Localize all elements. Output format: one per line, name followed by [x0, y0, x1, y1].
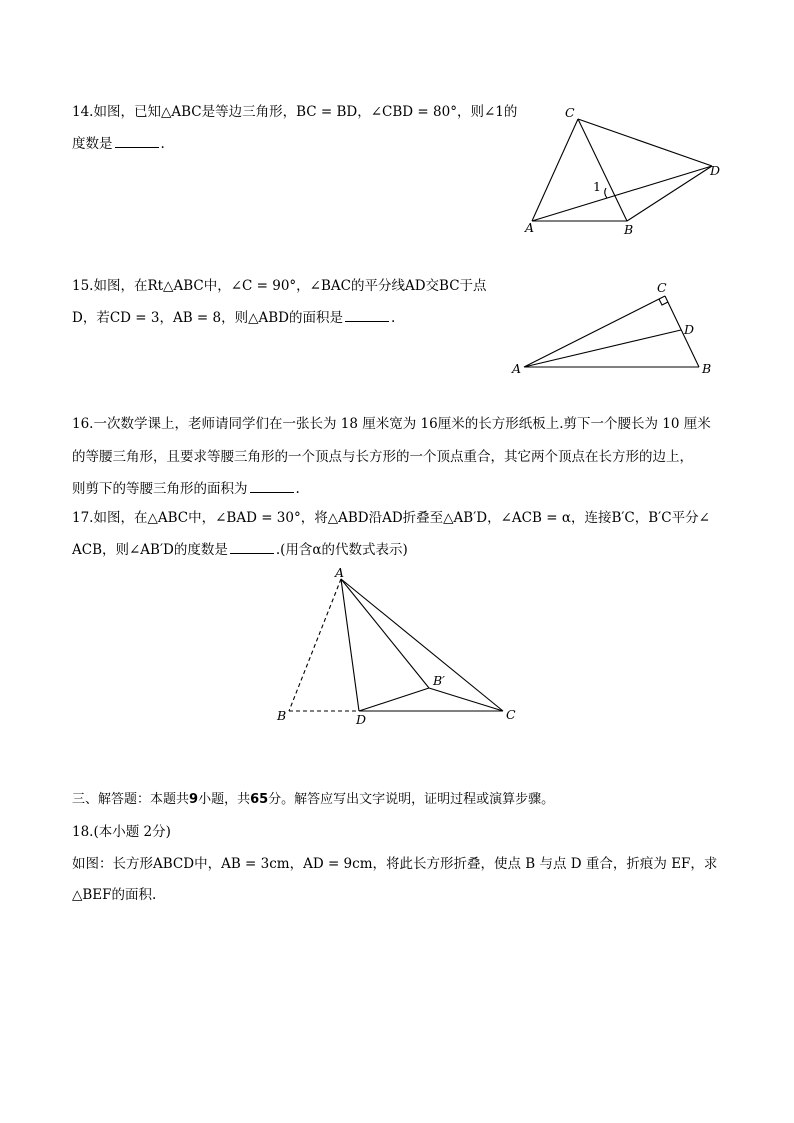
q14-label-c: C: [565, 105, 575, 120]
q16-text-line2: 的等腰三角形，且要求等腰三角形的一个顶点与长方形的一个顶点重合，其它两个顶点在长方形的边上，: [72, 449, 693, 465]
q14-label-b: B: [624, 222, 634, 237]
q18-text-line1: 如图：长方形ABCD中，AB = 3cm，AD = 9cm，将此长方形折叠，使点 B 与点 D 重合，折痕为 EF，求: [72, 856, 718, 872]
section3-count: 9: [189, 792, 199, 807]
section3-score: 65: [250, 792, 269, 807]
q14-label-d: D: [710, 163, 721, 178]
q18-title: 18.(本小题 2分): [72, 824, 171, 840]
q14-label-a: A: [525, 220, 535, 235]
q17-text-line1: 17.如图，在△ABC中，∠BAD = 30°，将△ABD沿AD折叠至△AB′D，∠ACB = α，连接B′C，B′C平分∠: [72, 510, 710, 526]
q17-edge-bpc: [429, 688, 503, 711]
q17-text-line2-post: .(用含α的代数式表示): [275, 542, 408, 558]
section3-mid: 小题，共: [198, 792, 251, 807]
section3-header: [72, 791, 554, 809]
q17-edge-abp: [341, 579, 429, 688]
q15-text-line2-pre: D，若CD = 3，AB = 8，则△ABD的面积是: [72, 310, 343, 326]
q16-text-line1: 16.一次数学课上，老师请同学们在一张长为 18 厘米宽为 16厘米的长方形纸板上.剪下一个腰长为 10 厘米: [72, 416, 711, 432]
q15-text-line2-post: .: [391, 310, 396, 326]
q14-text-line2-post: .: [160, 136, 165, 152]
q15-label-a: A: [512, 361, 522, 376]
q17-label-b: B: [277, 708, 287, 723]
q17-label-c: C: [506, 707, 516, 722]
q18-text-line2: △BEF的面积.: [72, 887, 157, 903]
q17-text-line2-pre: ACB，则∠AB′D的度数是: [72, 542, 228, 558]
section3-suffix: 分。解答应写出文字说明，证明过程或演算步骤。: [268, 792, 555, 807]
q17-edge-ab-dashed: [289, 579, 341, 711]
q15-text-line1: 15.如图，在Rt△ABC中，∠C = 90°，∠BAC的平分线AD交BC于点: [72, 278, 487, 294]
q17-edge-ac: [341, 579, 503, 711]
q14-text-line2-pre: 度数是: [72, 136, 113, 152]
q14-label-angle-1: 1: [593, 179, 601, 194]
q17-edge-bpd: [359, 688, 429, 711]
section3-prefix: 三、解答题：本题共: [72, 792, 190, 807]
q14-text-line1: 14.如图，已知△ABC是等边三角形，BC = BD，∠CBD = 80°，则∠1的: [72, 104, 518, 120]
q17-label-d: D: [356, 712, 367, 727]
q17-label-a: A: [335, 565, 345, 580]
q16-text-line3-pre: 则剪下的等腰三角形的面积为: [72, 481, 248, 497]
q15-label-c: C: [657, 280, 667, 295]
q16-text-line3-post: .: [295, 481, 300, 497]
q15-label-b: B: [702, 361, 712, 376]
q15-label-d: D: [684, 322, 695, 337]
q17-label-bprime: B′: [433, 673, 446, 688]
